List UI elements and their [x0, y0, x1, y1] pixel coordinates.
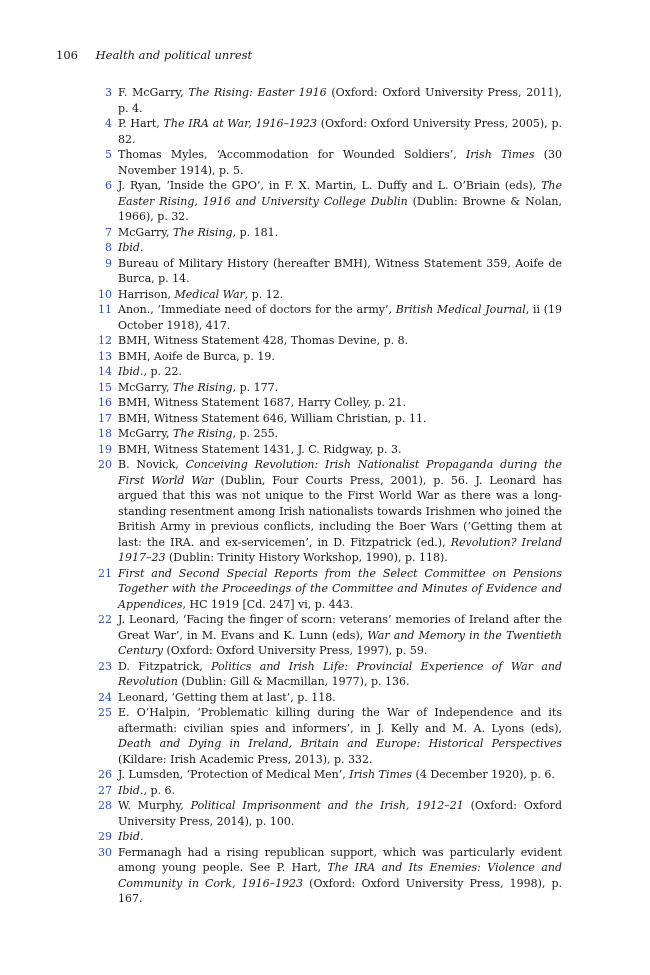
- endnote-number-link[interactable]: 8: [105, 241, 112, 254]
- endnote-text: P. Hart,: [118, 117, 164, 130]
- endnote-number-link[interactable]: 30: [98, 845, 112, 859]
- endnote-italic-text: Ibid: [118, 830, 140, 843]
- endnote: [96, 225, 562, 241]
- endnote-italic-text: Death and Dying in Ireland, Britain and Europe: Historical Perspectives: [118, 737, 562, 750]
- endnote-italic-text: The Rising: Easter 1916: [188, 86, 327, 99]
- endnote-text: BMH, Witness Statement 646, William Christian, p. 11.: [118, 411, 427, 425]
- endnote-number-link[interactable]: 27: [98, 783, 112, 797]
- endnote-italic-text: Conceiving Revolution: Irish Nationalist Propaganda during the First World War: [118, 458, 562, 487]
- endnote-italic-text: Irish Times: [349, 768, 413, 781]
- endnote-text: Bureau of Military History (hereafter BMH), Witness Statement 359, Aoife de Burca, p. 14.: [118, 256, 562, 285]
- endnote-italic-text: Political Imprisonment and the Irish, 1912–21: [190, 799, 464, 812]
- endnote: [96, 690, 562, 706]
- endnote-text: ., p. 6.: [139, 783, 175, 797]
- endnote-italic-text: Medical War: [174, 287, 245, 301]
- endnote-italic-text: First and Second Special Reports from the Select Committee on Pensions Together with the Proceedings of the Committee and Minutes of Evidence and Appendices: [118, 566, 562, 611]
- endnote-text: BMH, Witness Statement 1687, Harry Colley, p. 21.: [118, 396, 406, 409]
- endnote-number-link[interactable]: 11: [98, 303, 112, 316]
- endnote-text: , p. 12.: [244, 287, 284, 301]
- endnote: [96, 612, 562, 659]
- endnote-italic-text: The IRA at War, 1916–1923: [163, 117, 318, 130]
- running-header: [56, 48, 252, 62]
- endnotes-list: [96, 85, 562, 907]
- endnote: [96, 411, 562, 427]
- endnote-text: (Dublin: Gill & Macmillan, 1977), p. 136.: [177, 675, 410, 688]
- endnote: [96, 457, 562, 566]
- endnote-number-link[interactable]: 22: [98, 613, 112, 626]
- endnote: [96, 442, 562, 458]
- endnote-text: J. Ryan, ‘Inside the GPO’, in F. X. Martin, L. Duffy and L. O’Briain (eds),: [118, 179, 542, 192]
- endnote: [96, 333, 562, 349]
- endnote: [96, 380, 562, 396]
- endnote-number-link[interactable]: 21: [98, 566, 112, 580]
- endnote-text: J. Lumsden, ‘Protection of Medical Men’,: [118, 768, 350, 781]
- endnote-text: (4 December 1920), p. 6.: [412, 768, 555, 781]
- endnote-text: BMH, Witness Statement 428, Thomas Devine, p. 8.: [118, 334, 409, 347]
- endnote-text: , ii (19 October 1918), 417.: [118, 303, 562, 332]
- endnote-text: (30 November 1914), p. 5.: [118, 148, 562, 177]
- endnote: [96, 287, 562, 303]
- endnote-text: McGarry,: [118, 427, 174, 440]
- endnote-italic-text: Ibid: [118, 241, 140, 254]
- endnote-number-link[interactable]: 24: [98, 690, 112, 704]
- endnote-text: (Dublin: Trinity History Workshop, 1990), p. 118).: [165, 551, 448, 564]
- endnote-number-link[interactable]: 17: [98, 411, 112, 425]
- endnote-italic-text: Revolution? Ireland 1917–23: [118, 535, 562, 564]
- endnote-text: Thomas Myles, ‘Accommodation for Wounded Soldiers’,: [118, 148, 466, 161]
- endnote-text: McGarry,: [118, 225, 174, 239]
- endnote-italic-text: The Rising: [173, 427, 233, 440]
- endnote-italic-text: The Rising: [173, 225, 233, 239]
- endnote: [96, 147, 562, 178]
- endnote: [96, 566, 562, 613]
- endnote-text: McGarry,: [118, 380, 174, 394]
- endnote-italic-text: The Easter Rising, 1916 and University College Dublin: [118, 179, 562, 208]
- endnote-italic-text: Ibid: [118, 365, 140, 378]
- endnote-number-link[interactable]: 14: [98, 365, 112, 378]
- endnote: [96, 767, 562, 783]
- endnote-text: (Dublin: Browne & Nolan, 1966), p. 32.: [118, 194, 562, 223]
- endnote: [96, 178, 562, 225]
- endnote: [96, 659, 562, 690]
- endnote-italic-text: Politics and Irish Life: Provincial Experience of War and Revolution: [118, 659, 563, 688]
- endnote-text: , p. 255.: [232, 427, 279, 440]
- endnote-number-link[interactable]: 5: [105, 148, 112, 161]
- running-title: Health and political unrest: [95, 48, 253, 62]
- endnote-text: ., p. 22.: [139, 365, 182, 378]
- endnote-text: (Oxford: Oxford University Press, 2014), p. 100.: [118, 799, 562, 828]
- endnote-number-link[interactable]: 16: [98, 396, 112, 409]
- endnote-number-link[interactable]: 6: [105, 179, 112, 192]
- endnote-number-link[interactable]: 25: [98, 706, 112, 719]
- endnote-text: E. O’Halpin, ‘Problematic killing during the War of Independence and its aftermath: civilian spies and informers’, in J. Kelly and M. A. Lyons (eds),: [118, 706, 562, 735]
- endnote: [96, 240, 562, 256]
- endnote-text: B. Novick,: [118, 458, 186, 471]
- endnote-text: .: [139, 241, 144, 254]
- endnote-text: (Oxford: Oxford University Press, 2005), p. 82.: [118, 117, 562, 146]
- endnote-text: , p. 181.: [232, 225, 279, 239]
- endnote: [96, 116, 562, 147]
- endnote-number-link[interactable]: 15: [98, 380, 112, 394]
- endnote-number-link[interactable]: 3: [105, 86, 112, 99]
- endnote-number-link[interactable]: 20: [98, 458, 112, 471]
- endnote-number-link[interactable]: 18: [98, 427, 112, 440]
- endnote-number-link[interactable]: 10: [98, 287, 112, 301]
- endnote-number-link[interactable]: 4: [105, 117, 112, 130]
- endnote-number-link[interactable]: 26: [98, 768, 112, 781]
- endnote-text: (Oxford: Oxford University Press, 2011), p. 4.: [118, 86, 562, 115]
- endnote-number-link[interactable]: 7: [105, 225, 112, 239]
- endnote-text: W. Murphy,: [118, 799, 191, 812]
- endnote-italic-text: The Rising: [173, 380, 233, 394]
- endnote-italic-text: Ibid: [118, 783, 140, 797]
- endnote-text: J. Leonard, ‘Facing the finger of scorn: veterans’ memories of Ireland after the Great War’, in M. Evans and K. Lunn (eds),: [118, 613, 562, 642]
- endnote: [96, 845, 562, 907]
- endnote: [96, 783, 562, 799]
- endnote-text: Harrison,: [118, 287, 175, 301]
- endnote-text: , HC 1919 [Cd. 247] vi, p. 443.: [182, 597, 354, 611]
- endnote-text: Anon., ‘Immediate need of doctors for the army’,: [118, 303, 396, 316]
- endnote-text: (Oxford: Oxford University Press, 1998), p. 167.: [118, 876, 562, 905]
- endnote-number-link[interactable]: 28: [98, 799, 112, 812]
- endnote: [96, 364, 562, 380]
- endnote: [96, 798, 562, 829]
- endnote-text: (Kildare: Irish Academic Press, 2013), p. 332.: [118, 752, 373, 766]
- endnote-text: (Oxford: Oxford University Press, 1997), p. 59.: [163, 644, 428, 657]
- endnote-italic-text: The IRA and Its Enemies: Violence and Community in Cork, 1916–1923: [118, 861, 562, 890]
- endnote: [96, 705, 562, 767]
- endnote-text: F. McGarry,: [118, 86, 189, 99]
- endnote: [96, 426, 562, 442]
- endnote-text: , p. 177.: [232, 380, 279, 394]
- endnote-text: D. Fitzpatrick,: [118, 659, 212, 673]
- endnote-number-link[interactable]: 19: [98, 442, 112, 456]
- endnote-text: (Dublin, Four Courts Press, 2001), p. 56. J. Leonard has argued that this was not unique to the First World War as there was a long-standing resentment among Irish nationalists towards Irishmen who joined the British Army in previous conflicts, including the Boer Wars (‘Getting them at last: the IRA. and ex-servicemen’, in D. Fitzpatrick (ed.),: [118, 473, 562, 549]
- page-number: 106: [56, 48, 78, 62]
- endnote-italic-text: War and Memory in the Twentieth Century: [118, 628, 562, 657]
- endnote-number-link[interactable]: 29: [98, 830, 112, 843]
- endnote-number-link[interactable]: 23: [98, 659, 112, 673]
- endnote-text: .: [139, 830, 144, 843]
- endnote: [96, 302, 562, 333]
- endnote-italic-text: Irish Times: [465, 148, 535, 161]
- endnote: [96, 349, 562, 365]
- endnote-italic-text: British Medical Journal: [395, 303, 526, 316]
- endnote: [96, 85, 562, 116]
- endnote-text: Fermanagh had a rising republican support, which was particularly evident among young people. See P. Hart,: [118, 845, 562, 874]
- endnote-text: BMH, Aoife de Burca, p. 19.: [118, 349, 275, 363]
- endnote: [96, 256, 562, 287]
- endnote-text: BMH, Witness Statement 1431, J. C. Ridgway, p. 3.: [118, 442, 402, 456]
- endnote-number-link[interactable]: 13: [98, 349, 112, 363]
- endnote-number-link[interactable]: 9: [105, 256, 112, 270]
- endnote-text: Leonard, ‘Getting them at last’, p. 118.: [118, 690, 336, 704]
- endnote-number-link[interactable]: 12: [98, 334, 112, 347]
- endnote: [96, 829, 562, 845]
- endnote: [96, 395, 562, 411]
